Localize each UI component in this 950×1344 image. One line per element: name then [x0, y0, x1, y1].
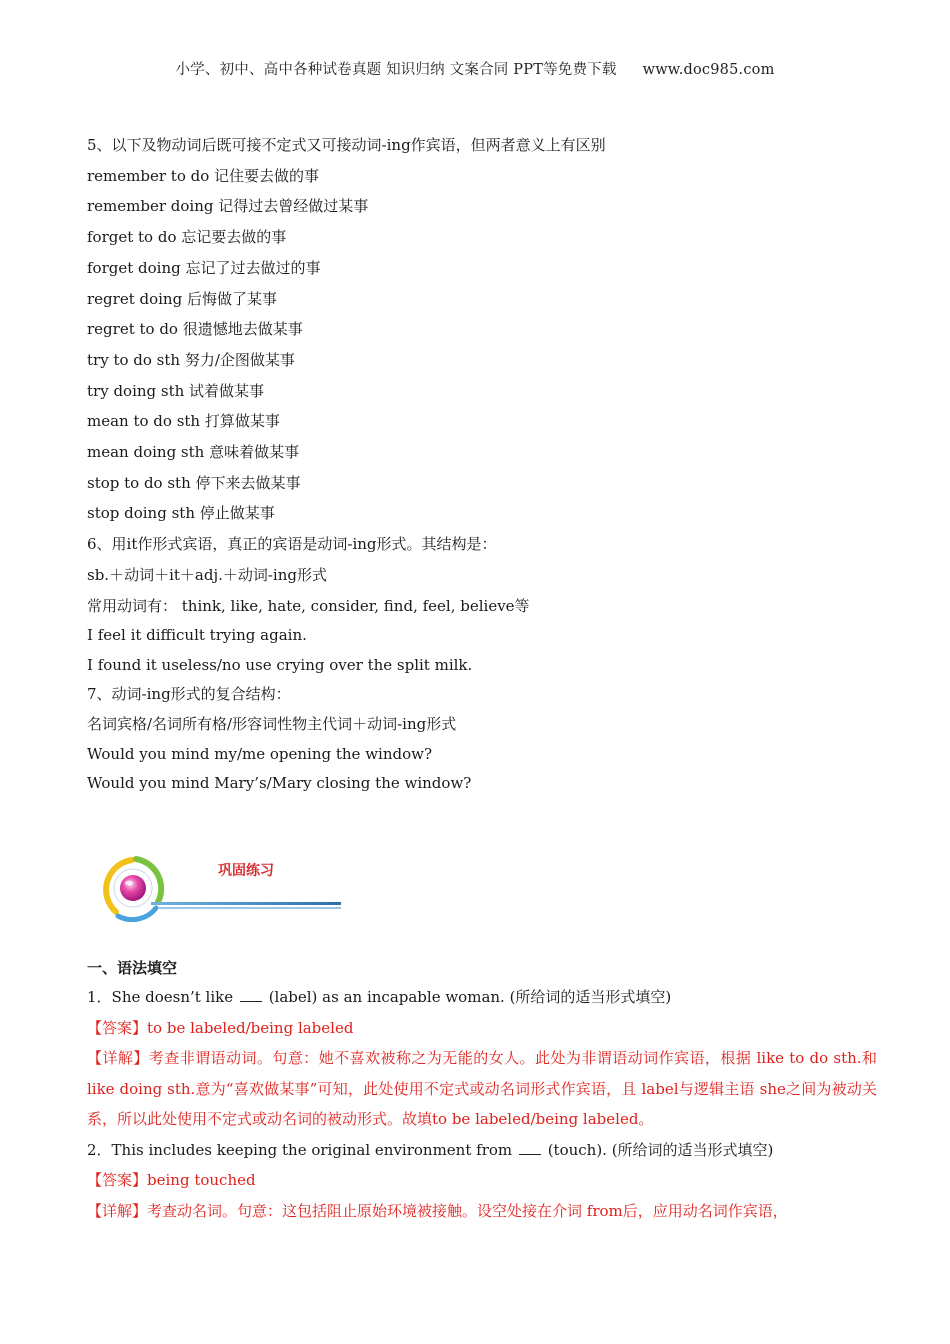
- question-text: 1．She doesn’t like: [87, 988, 234, 1006]
- note-line: forget to do 忘记要去做的事: [87, 228, 287, 247]
- answer-1: [87, 1013, 877, 1044]
- note-line: regret doing 后悔做了某事: [87, 289, 277, 308]
- note-line: forget doing 忘记了过去做过的事: [87, 258, 321, 277]
- answer-blank: [240, 989, 262, 1002]
- explanation-tag: 【详解】: [87, 1201, 148, 1220]
- note-line: stop doing sth 停止做某事: [87, 504, 275, 523]
- section-title: 巩固练习: [218, 863, 274, 879]
- answer-text: to be labeled/being labeled: [147, 1018, 354, 1037]
- question-2: [87, 1135, 877, 1166]
- exercise-section: [87, 955, 877, 1226]
- explanation-text: 考查动名词。句意：这包括阻止原始环境被接触。设空处接在介词 from后，应用动名词作宾语，: [147, 1201, 788, 1220]
- note-line: try to do sth 努力/企图做某事: [87, 350, 295, 369]
- note-line: 名词宾格/名词所有格/形容词性物主代词＋动词-ing形式: [87, 715, 457, 734]
- example-sentence: I feel it difficult trying again.: [87, 626, 307, 645]
- explanation-text: 考查非谓语动词。句意：她不喜欢被称之为无能的女人。此处为非谓语动词作宾语，根据 like to do sth.和 like doing sth.意为“喜欢做某事”可知，此处使用不定式或动名词形式作宾语，且 label与逻辑主语 she之间为被动关系，所以此处使用不定式或动名词的被动形式。故填to be labeled/being labeled。: [87, 1049, 877, 1128]
- note-line: regret to do 很遗憾地去做某事: [87, 320, 303, 339]
- question-1: [87, 982, 877, 1013]
- note-line: remember doing 记得过去曾经做过某事: [87, 197, 369, 216]
- note-line: mean doing sth 意味着做某事: [87, 443, 300, 462]
- example-sentence: I found it useless/no use crying over the split milk.: [87, 655, 473, 674]
- page-header: [0, 58, 950, 79]
- explanation-1: [87, 1043, 877, 1135]
- grammar-notes: [87, 130, 877, 799]
- note-line: sb.＋动词＋it＋adj.＋动词-ing形式: [87, 565, 327, 584]
- header-text: 小学、初中、高中各种试卷真题 知识归纳 文案合同 PPT等免费下载: [175, 62, 617, 78]
- answer-tag: 【答案】: [87, 1018, 148, 1037]
- example-sentence: Would you mind Mary’s/Mary closing the window?: [87, 774, 472, 793]
- answer-2: [87, 1165, 877, 1196]
- note-line: stop to do sth 停下来去做某事: [87, 473, 301, 492]
- note-line: 6、用it作形式宾语，真正的宾语是动词-ing形式。其结构是：: [87, 535, 497, 554]
- question-text: 2．This includes keeping the original environment from: [87, 1140, 513, 1159]
- example-sentence: Would you mind my/me opening the window?: [87, 744, 433, 763]
- explanation-2: [87, 1196, 877, 1227]
- question-text: (touch). (所给词的适当形式填空): [547, 1140, 774, 1159]
- exercise-heading: 一、语法填空: [87, 959, 178, 977]
- answer-text: being touched: [147, 1171, 256, 1189]
- note-line: 常用动词有： think, like, hate, consider, find, feel, believe等: [87, 596, 530, 615]
- note-line: 5、以下及物动词后既可接不定式又可接动词-ing作宾语，但两者意义上有区别: [87, 136, 606, 154]
- note-line: remember to do 记住要去做的事: [87, 166, 320, 185]
- explanation-tag: 【详解】: [87, 1049, 149, 1067]
- answer-tag: 【答案】: [87, 1171, 148, 1189]
- answer-blank: [519, 1142, 541, 1155]
- note-line: try doing sth 试着做某事: [87, 381, 265, 400]
- question-text: (label) as an incapable woman. (所给词的适当形式填空): [268, 988, 672, 1006]
- note-line: 7、动词-ing形式的复合结构：: [87, 685, 291, 704]
- section-banner: [96, 852, 346, 922]
- note-line: mean to do sth 打算做某事: [87, 412, 280, 431]
- header-url[interactable]: www.doc985.com: [642, 62, 775, 78]
